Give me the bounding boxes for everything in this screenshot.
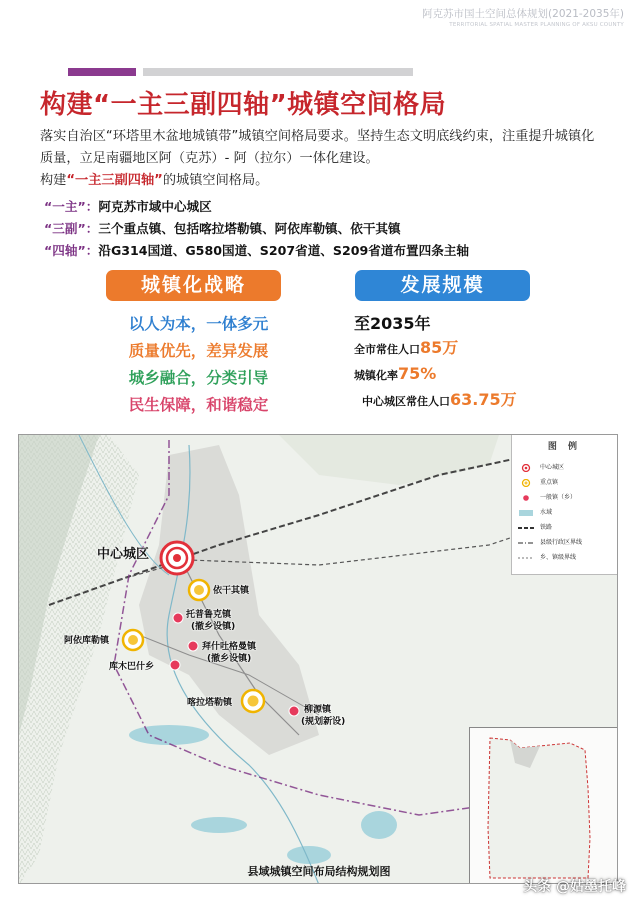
- watermark: 头条 @姑墨托峰: [523, 879, 626, 895]
- label-kumu: 库木巴什乡: [109, 662, 155, 672]
- header-title-en: TERRITORIAL SPATIAL MASTER PLANNING OF AKSU COUNTY: [449, 22, 624, 28]
- intro-line-2: [40, 170, 606, 192]
- label-tuopu-sub: (撤乡设镇): [191, 622, 236, 632]
- legend-label: 重点镇: [540, 479, 559, 486]
- key-town-marker: [189, 580, 209, 600]
- legend-label: 乡、镇级界线: [540, 554, 577, 561]
- map-caption: 县域城镇空间布局结构规划图: [247, 865, 391, 878]
- definition-key: “一主”：: [44, 199, 99, 214]
- label-baishi: 拜什吐格曼镇: [202, 642, 257, 652]
- intro-line-1: 落实自治区“环塔里木盆地城镇带”城镇空间格局要求。坚持生态文明底线约束，注重提升城镇化质量，立足南疆地区阿（克苏）- 阿（拉尔）一体化建设。: [40, 129, 595, 166]
- legend-label: 中心城区: [540, 464, 565, 471]
- legend-label: 水域: [540, 509, 553, 516]
- scale-year: 至2035年: [354, 314, 431, 333]
- township-boundary-icon: [518, 554, 534, 562]
- definition-value: 沿G314国道、G580国道、S207省道、S209省道布置四条主轴: [98, 243, 469, 258]
- header-title-cn: 阿克苏市国土空间总体规划(2021-2035年): [422, 8, 624, 20]
- legend-item: [518, 463, 564, 473]
- urbanization-label: 城镇化率: [354, 369, 398, 382]
- key-town-marker: [123, 630, 143, 650]
- legend-label: 县级行政区界线: [540, 539, 583, 546]
- legend-item: [518, 553, 576, 563]
- strategy-item: 质量优先，差异发展: [128, 342, 269, 360]
- definition-key: “三副”：: [44, 221, 99, 236]
- label-liuyuan: 柳源镇: [304, 705, 332, 715]
- center-city-marker: [161, 542, 193, 574]
- scale-panel: [354, 312, 604, 414]
- label-tuopu: 托普鲁克镇: [186, 610, 232, 620]
- legend-item: [518, 478, 558, 488]
- inset-map-graphic: [470, 728, 618, 884]
- county-boundary-icon: [518, 539, 534, 547]
- center-population-label: 中心城区常住人口: [362, 395, 450, 408]
- definition-value: 阿克苏市域中心城区: [98, 199, 212, 214]
- legend-item: [518, 538, 582, 548]
- document-header: [422, 6, 624, 28]
- map-legend: [511, 435, 617, 575]
- legend-item: [518, 508, 552, 518]
- definitions-list: [44, 196, 624, 262]
- population-value: 85万: [420, 338, 459, 357]
- intro-line-2-prefix: 构建: [40, 173, 67, 188]
- strategy-label: 城镇化战略: [106, 270, 281, 301]
- scale-urbanization: [354, 362, 604, 388]
- legend-label: 一般镇（乡）: [540, 494, 577, 501]
- water-icon: [518, 509, 534, 517]
- definition-row: [44, 196, 624, 218]
- accent-bar-grey: [143, 68, 413, 76]
- key-town-marker: [242, 690, 264, 712]
- strategy-list: [106, 311, 291, 419]
- intro-highlight: “一主三副四轴”: [66, 173, 163, 188]
- center-population-value: 63.75万: [450, 390, 517, 409]
- scale-population: [354, 336, 604, 362]
- legend-item: [518, 493, 576, 503]
- water-body: [361, 811, 397, 839]
- general-town-marker: [173, 613, 183, 623]
- label-ayiku: 阿依库勒镇: [64, 636, 110, 646]
- planning-map: [18, 434, 618, 884]
- scale-label: 发展规模: [355, 270, 530, 301]
- label-liuyuan-sub: (规划新设): [301, 717, 346, 727]
- general-town-marker: [188, 641, 198, 651]
- intro-line-2-suffix: 的城镇空间格局。: [162, 173, 269, 188]
- definition-row: [44, 218, 624, 240]
- strategy-item: 民生保障，和谐稳定: [128, 396, 269, 414]
- population-label: 全市常住人口: [354, 343, 420, 356]
- legend-title: 图 例: [547, 442, 582, 452]
- definition-row: [44, 240, 624, 262]
- key-town-icon: [518, 479, 534, 487]
- intro-paragraph: [40, 126, 606, 192]
- inset-map: [469, 727, 617, 883]
- label-yiganqi: 依干其镇: [213, 586, 250, 596]
- scale-center-population: [362, 388, 604, 414]
- label-kala: 喀拉塔勒镇: [187, 698, 233, 708]
- water-body: [191, 817, 247, 833]
- strategy-item: 以人为本，一体多元: [128, 315, 269, 333]
- definition-value: 三个重点镇、包括喀拉塔勒镇、阿依库勒镇、依干其镇: [98, 221, 401, 236]
- page-title: 构建“一主三副四轴”城镇空间格局: [40, 90, 447, 120]
- strategy-item: 城乡融合，分类引导: [128, 369, 269, 387]
- definition-key: “四轴”：: [44, 243, 99, 258]
- accent-bar-purple: [68, 68, 136, 76]
- label-baishi-sub: (撤乡设镇): [207, 654, 252, 664]
- railway-icon: [518, 524, 534, 532]
- legend-item: [518, 523, 552, 533]
- label-center-city: 中心城区: [97, 547, 150, 562]
- center-city-icon: [518, 464, 534, 472]
- general-town-marker: [170, 660, 180, 670]
- inset-boundary: [488, 738, 590, 878]
- legend-label: 铁路: [540, 524, 553, 531]
- water-body: [129, 725, 209, 745]
- urbanization-value: 75%: [398, 364, 437, 383]
- general-town-icon: [518, 494, 534, 502]
- general-town-marker: [289, 706, 299, 716]
